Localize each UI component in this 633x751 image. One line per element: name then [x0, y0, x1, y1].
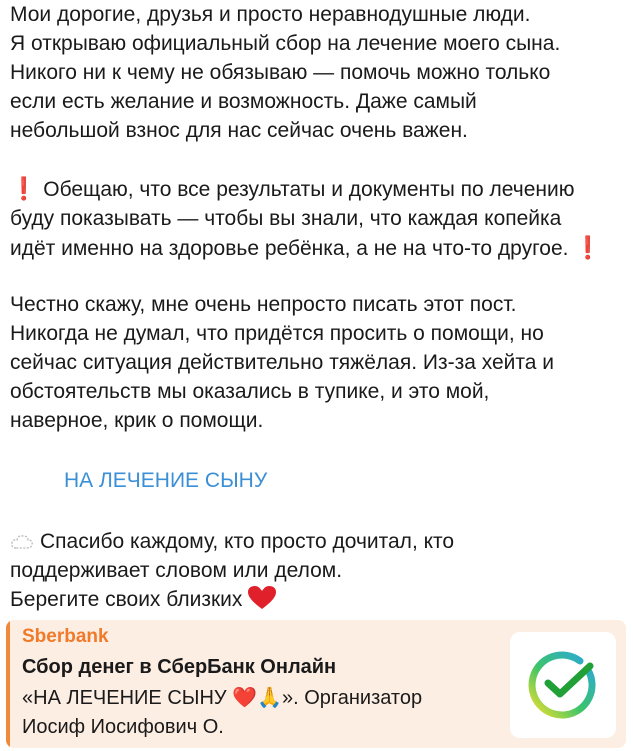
message-paragraph-2	[10, 174, 602, 263]
paragraph-4-line-1: Спасибо каждому, кто просто дочитал, кто	[40, 530, 455, 553]
paragraph-4-rest: поддерживает словом или делом. Берегите своих близких	[10, 559, 343, 611]
exclamation-icon: ❗	[574, 235, 602, 260]
donation-link[interactable]: НА ЛЕЧЕНИЕ СЫНУ	[64, 469, 268, 492]
message-paragraph-4	[10, 527, 454, 614]
preview-accent-bar	[6, 620, 10, 748]
sberbank-logo-icon	[528, 650, 598, 720]
preview-thumbnail[interactable]	[510, 632, 616, 738]
cloud-icon	[10, 534, 34, 550]
preview-title: Сбор денег в СберБанк Онлайн	[22, 656, 337, 678]
preview-description: «НА ЛЕЧЕНИЕ СЫНУ ❤️🙏». Организатор Иосиф Иосифович О.	[22, 687, 423, 738]
exclamation-icon: ❗	[10, 176, 38, 201]
link-preview-card[interactable]	[6, 620, 626, 748]
heart-icon	[248, 586, 276, 610]
preview-site-name: Sberbank	[22, 626, 109, 647]
paragraph-2-text: Обещаю, что все результаты и документы по лечению буду показывать — чтобы вы знали, что каждая копейка идёт именно на здоровье ребёнка, а не на что-то другое.	[10, 178, 575, 260]
message-paragraph-1: Мои дорогие, друзья и просто неравнодушные люди. Я открываю официальный сбор на лечение моего сына. Никого ни к чему не обязываю — помочь можно только если есть желание и возможность. Даже самый небольшой взнос для нас сейчас очень важен.	[10, 3, 561, 142]
message-paragraph-3: Честно скажу, мне очень непросто писать этот пост. Никогда не думал, что придётся просить о помощи, но сейчас ситуация действительно тяжёлая. Из-за хейта и обстоятельств мы оказались в тупике, и это мой, наверное, крик о помощи.	[10, 293, 555, 432]
